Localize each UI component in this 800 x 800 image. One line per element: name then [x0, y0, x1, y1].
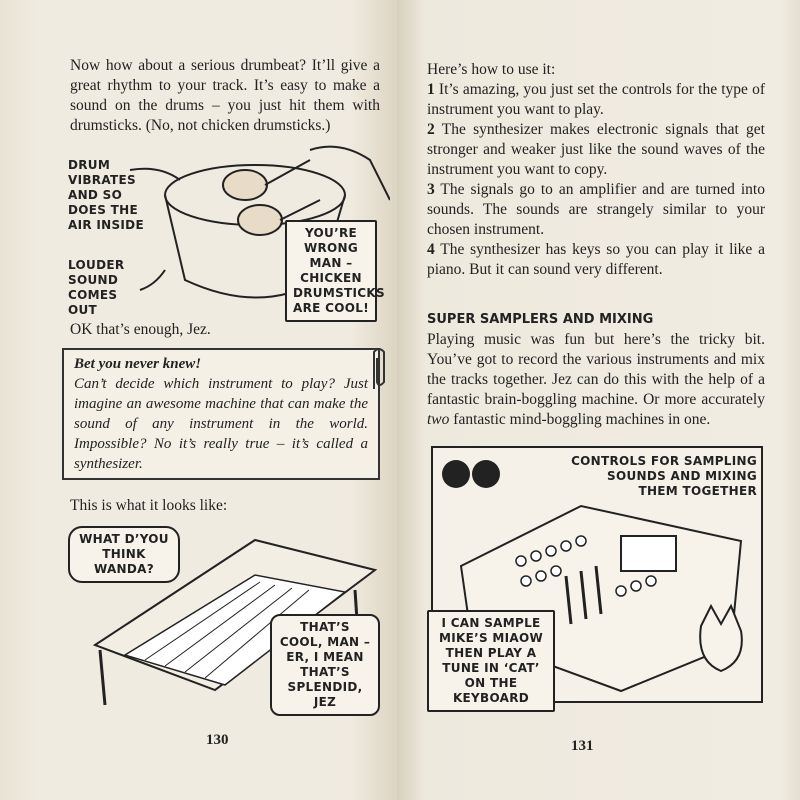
what-dyou-think-bubble: WHAT D’YOU THINK WANDA?: [68, 526, 180, 583]
samplers-paragraph: Playing music was fun but here’s the tricky bit. You’ve got to record the various instruments and mix the tracks together. Jez can do this with the help of a fantastic brain-boggling machine. Or more accurately two fantastic mind-boggling machines in one.: [427, 331, 765, 428]
fact-box-body: Can’t decide which instrument to play? Just imagine an awesome machine that can make the sound of any instrument in the world. Impossible? No it’s really true – it’s called a synthesizer.: [74, 376, 368, 472]
paperclip-icon: [368, 344, 390, 394]
thats-cool-bubble: THAT’S COOL, MAN – ER, I MEAN THAT’S SPLENDID, JEZ: [270, 614, 380, 716]
page-number-right: 131: [571, 738, 594, 754]
step-2: 2 The synthesizer makes electronic signals that get stronger and weaker just like the sound waves of the instrument you want to copy.: [427, 121, 765, 178]
louder-sound-label: LOUDER SOUND COMES OUT: [68, 258, 125, 317]
left-page: [0, 0, 397, 800]
drum-intro-text: Now how about a serious drumbeat? It’ll give a great rhythm to your track. It’s easy to make a sound on the drums – you just hit them with drumsticks. (No, not chicken drumsticks.): [70, 57, 380, 134]
chicken-drumsticks-bubble: YOU’RE WRONG MAN – CHICKEN DRUMSTICKS ARE COOL!: [285, 220, 377, 322]
enough-jez-text: OK that’s enough, Jez.: [70, 321, 211, 338]
page-number-left: 130: [206, 732, 229, 748]
section-heading: SUPER SAMPLERS AND MIXING: [427, 312, 654, 327]
drum-vibrates-label: DRUM VIBRATES AND SO DOES THE AIR INSIDE: [68, 158, 144, 232]
how-to-heading: Here’s how to use it:: [427, 61, 556, 78]
step-1: 1 It’s amazing, you just set the controls for the type of instrument you want to play.: [427, 81, 765, 118]
fact-box-title: Bet you never knew!: [74, 356, 202, 372]
looks-like-text: This is what it looks like:: [70, 497, 228, 514]
how-to-list: [427, 60, 765, 280]
controls-caption: CONTROLS FOR SAMPLING SOUNDS AND MIXING THEM TOGETHER: [571, 454, 757, 498]
step-4: 4 The synthesizer has keys so you can play it like a piano. But it can sound very different.: [427, 241, 765, 278]
sample-miaow-bubble: I CAN SAMPLE MIKE’S MIAOW THEN PLAY A TUNE IN ‘CAT’ ON THE KEYBOARD: [427, 610, 555, 712]
bet-you-never-knew-box: [62, 348, 380, 480]
step-3: 3 The signals go to an amplifier and are turned into sounds. The sounds are strangely similar to your chosen instrument.: [427, 181, 765, 238]
right-page: [397, 0, 800, 800]
